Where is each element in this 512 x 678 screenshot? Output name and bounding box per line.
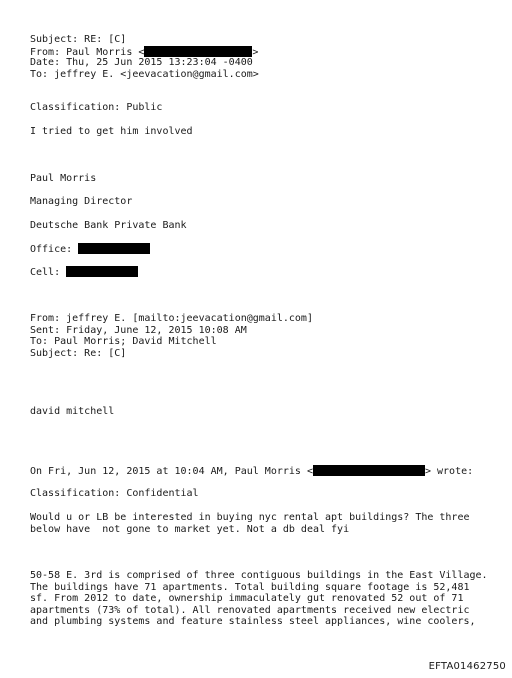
email-to: To: jeffrey E. <jeevacation@gmail.com> xyxy=(30,68,259,80)
signature-title: Managing Director xyxy=(30,196,133,207)
signature-company: Deutsche Bank Private Bank xyxy=(30,220,187,231)
reply-body: I tried to get him involved xyxy=(30,126,193,137)
signature-cell xyxy=(30,266,138,278)
cell-label: Cell: xyxy=(30,267,67,278)
signature-name: Paul Morris xyxy=(30,173,97,184)
redaction-block xyxy=(144,46,252,57)
email-subject: Subject: RE: [C] xyxy=(30,34,127,45)
forwarded-body: david mitchell xyxy=(30,406,115,417)
quoted-paragraph-line: and plumbing systems and feature stainless steel appliances, wine coolers, xyxy=(30,616,476,627)
document-id: EFTA01462750 xyxy=(428,661,506,672)
quoted-paragraph-line: 50-58 E. 3rd is comprised of three contiguous buildings in the East Village. xyxy=(30,570,488,581)
quoted-classification: Classification: Confidential xyxy=(30,488,199,499)
redaction-block xyxy=(66,266,138,277)
email-from xyxy=(30,46,258,58)
quoted-paragraph-line: below have not gone to market yet. Not a db deal fyi xyxy=(30,523,350,535)
quoted-paragraph-line: The buildings have 71 apartments. Total building square footage is 52,481 xyxy=(30,581,470,593)
classification-label: Classification: Public xyxy=(30,102,163,113)
email-date: Date: Thu, 25 Jun 2015 13:23:04 -0400 xyxy=(30,57,253,68)
email-from-label: From: Paul Morris < xyxy=(30,46,145,58)
quoted-paragraph-line: Would u or LB be interested in buying nyc rental apt buildings? The three xyxy=(30,512,470,523)
forwarded-subject: Subject: Re: [C] xyxy=(30,347,127,359)
redaction-block xyxy=(313,465,425,476)
redaction-block xyxy=(78,243,150,254)
office-label: Office: xyxy=(30,244,79,255)
quoted-intro-suffix: > wrote: xyxy=(424,466,474,477)
quoted-intro-label: On Fri, Jun 12, 2015 at 10:04 AM, Paul Morris < xyxy=(30,466,313,477)
quoted-intro xyxy=(30,465,473,477)
email-from-suffix: > xyxy=(252,46,259,58)
forwarded-from: From: jeffrey E. [mailto:jeevacation@gmail.com] xyxy=(30,313,313,324)
forwarded-sent: Sent: Friday, June 12, 2015 10:08 AM xyxy=(30,324,247,336)
quoted-paragraph-line: apartments (73% of total). All renovated apartments received new electric xyxy=(30,604,470,616)
quoted-paragraph-line: sf. From 2012 to date, ownership immaculately gut renovated 52 out of 71 xyxy=(30,593,464,604)
forwarded-to: To: Paul Morris; David Mitchell xyxy=(30,336,217,347)
signature-office xyxy=(30,243,150,255)
